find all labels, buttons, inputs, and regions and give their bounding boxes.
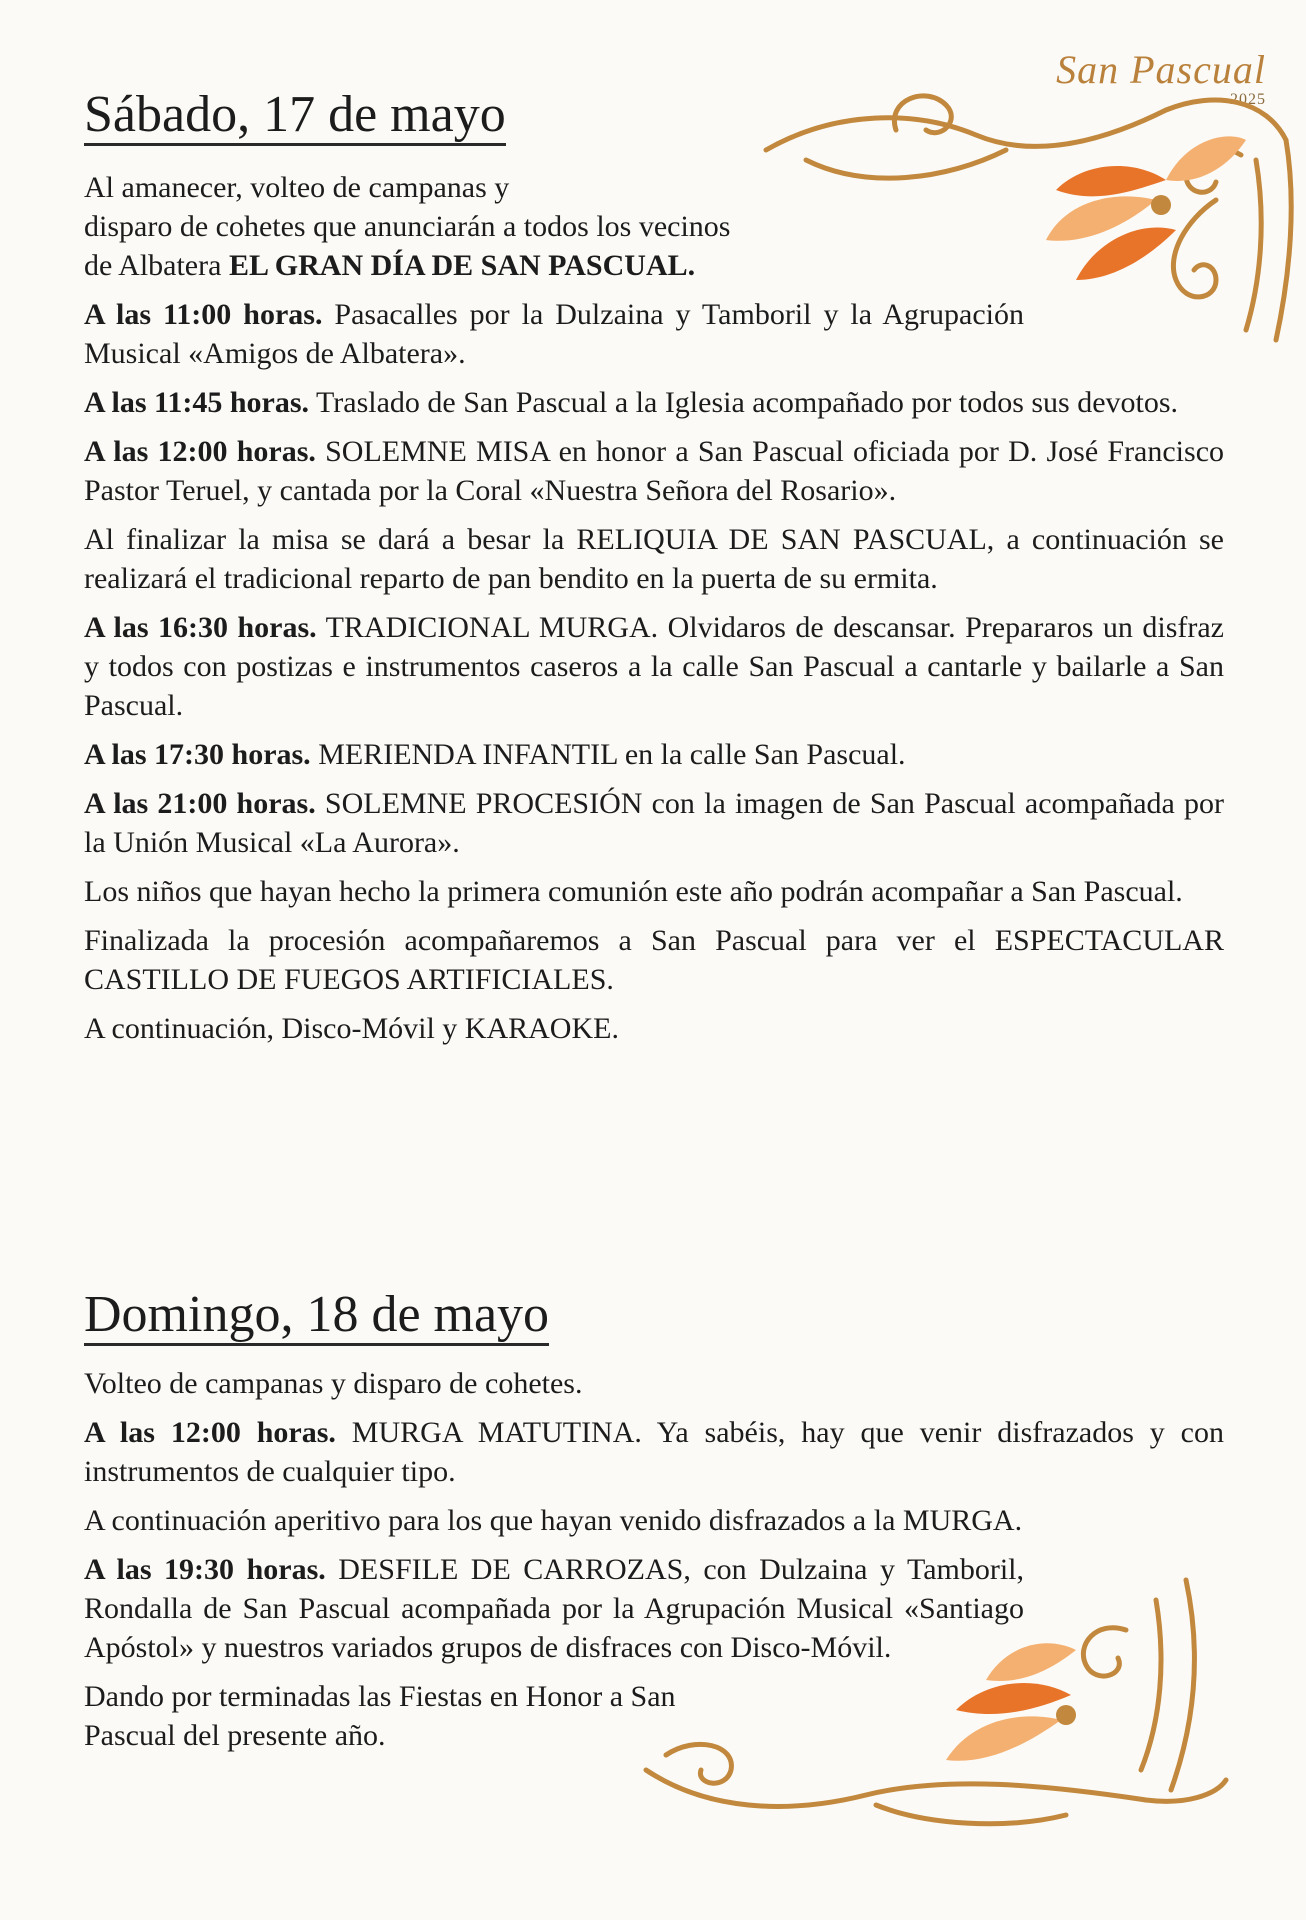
event-text: MURGA MATUTINA. Ya sabéis, hay que venir disfrazados y con instrumentos de cualquier tipo. bbox=[84, 1416, 1224, 1489]
event-text: TRADICIONAL MURGA. Olvidaros de descansar. Prepararos un disfraz y todos con postizas e instrumentos caseros a la calle San Pascual a cantarle y bailarle a San Pascual. bbox=[84, 611, 1224, 723]
saturday-event-6 bbox=[84, 784, 1224, 862]
event-time: A las 19:30 horas. bbox=[84, 1553, 326, 1587]
sunday-event-2 bbox=[84, 1501, 1224, 1540]
event-time: A las 16:30 horas. bbox=[84, 611, 317, 645]
saturday-event-7 bbox=[84, 872, 1224, 911]
saturday-intro-line-1 bbox=[84, 168, 684, 207]
event-text: DESFILE DE CARROZAS, con Dulzaina y Tamboril, Rondalla de San Pascual acompañada por la Agrupación Musical «Santiago Apóstol» y nuestros variados grupos de disfraces con Disco-Móvil. bbox=[84, 1553, 1025, 1665]
event-time: A las 12:00 horas. bbox=[84, 1416, 336, 1450]
saturday-event-3 bbox=[84, 520, 1224, 598]
intro-text-1: Al amanecer, volteo de campanas y bbox=[84, 171, 510, 205]
intro-text-3b: EL GRAN DÍA DE SAN PASCUAL. bbox=[228, 249, 696, 283]
saturday-event-4 bbox=[84, 608, 1224, 725]
event-time: A las 11:45 horas. bbox=[84, 386, 310, 420]
event-time: A las 21:00 horas. bbox=[84, 787, 316, 821]
event-text: A continuación aperitivo para los que hayan venido disfrazados a la MURGA. bbox=[84, 1504, 1023, 1538]
sunday-section bbox=[84, 1286, 1224, 1765]
sunday-heading: Domingo, 18 de mayo bbox=[84, 1286, 549, 1346]
event-text: Al finalizar la misa se dará a besar la RELIQUIA DE SAN PASCUAL, a continuación se realizará el tradicional reparto de pan bendito en la puerta de su ermita. bbox=[84, 523, 1224, 596]
event-time: A las 17:30 horas. bbox=[84, 738, 311, 772]
event-text: A continuación, Disco-Móvil y KARAOKE. bbox=[84, 1012, 619, 1046]
sunday-event-4 bbox=[84, 1677, 704, 1755]
event-text: SOLEMNE PROCESIÓN con la imagen de San Pascual acompañada por la Unión Musical «La Aurora». bbox=[84, 787, 1224, 860]
event-text: Traslado de San Pascual a la Iglesia acompañado por todos sus devotos. bbox=[309, 386, 1179, 420]
brand-year: 2025 bbox=[1230, 91, 1266, 108]
event-text: Dando por terminadas las Fiestas en Honor a San Pascual del presente año. bbox=[84, 1680, 676, 1753]
event-text: MERIENDA INFANTIL en la calle San Pascual. bbox=[310, 738, 906, 772]
event-text: Volteo de campanas y disparo de cohetes. bbox=[84, 1367, 583, 1401]
event-text: Finalizada la procesión acompañaremos a San Pascual para ver el ESPECTACULAR CASTILLO DE FUEGOS ARTIFICIALES. bbox=[84, 924, 1224, 997]
event-time: A las 11:00 horas. bbox=[84, 298, 323, 332]
saturday-heading: Sábado, 17 de mayo bbox=[84, 86, 506, 146]
saturday-event-9 bbox=[84, 1009, 1224, 1048]
saturday-event-8 bbox=[84, 921, 1224, 999]
intro-text-2: disparo de cohetes que anunciarán a todos los vecinos bbox=[84, 210, 731, 244]
intro-text-3a: de Albatera bbox=[84, 249, 229, 283]
saturday-event-1 bbox=[84, 383, 1224, 422]
saturday-section bbox=[84, 86, 1224, 1058]
sunday-event-1 bbox=[84, 1413, 1224, 1491]
event-text: Pasacalles por la Dulzaina y Tamboril y la Agrupación Musical «Amigos de Albatera». bbox=[84, 298, 1025, 371]
saturday-intro-line-2 bbox=[84, 207, 954, 246]
saturday-event-2 bbox=[84, 432, 1224, 510]
saturday-intro-line-3 bbox=[84, 246, 954, 285]
event-text: SOLEMNE MISA en honor a San Pascual oficiada por D. José Francisco Pastor Teruel, y cantada por la Coral «Nuestra Señora del Rosario». bbox=[84, 435, 1225, 508]
saturday-event-0 bbox=[84, 295, 1024, 373]
sunday-event-3 bbox=[84, 1550, 1024, 1667]
brand-title: San Pascual bbox=[1056, 47, 1266, 92]
saturday-event-5 bbox=[84, 735, 1224, 774]
sunday-event-0 bbox=[84, 1364, 1224, 1403]
event-text: Los niños que hayan hecho la primera comunión este año podrán acompañar a San Pascual. bbox=[84, 875, 1183, 909]
event-time: A las 12:00 horas. bbox=[84, 435, 316, 469]
